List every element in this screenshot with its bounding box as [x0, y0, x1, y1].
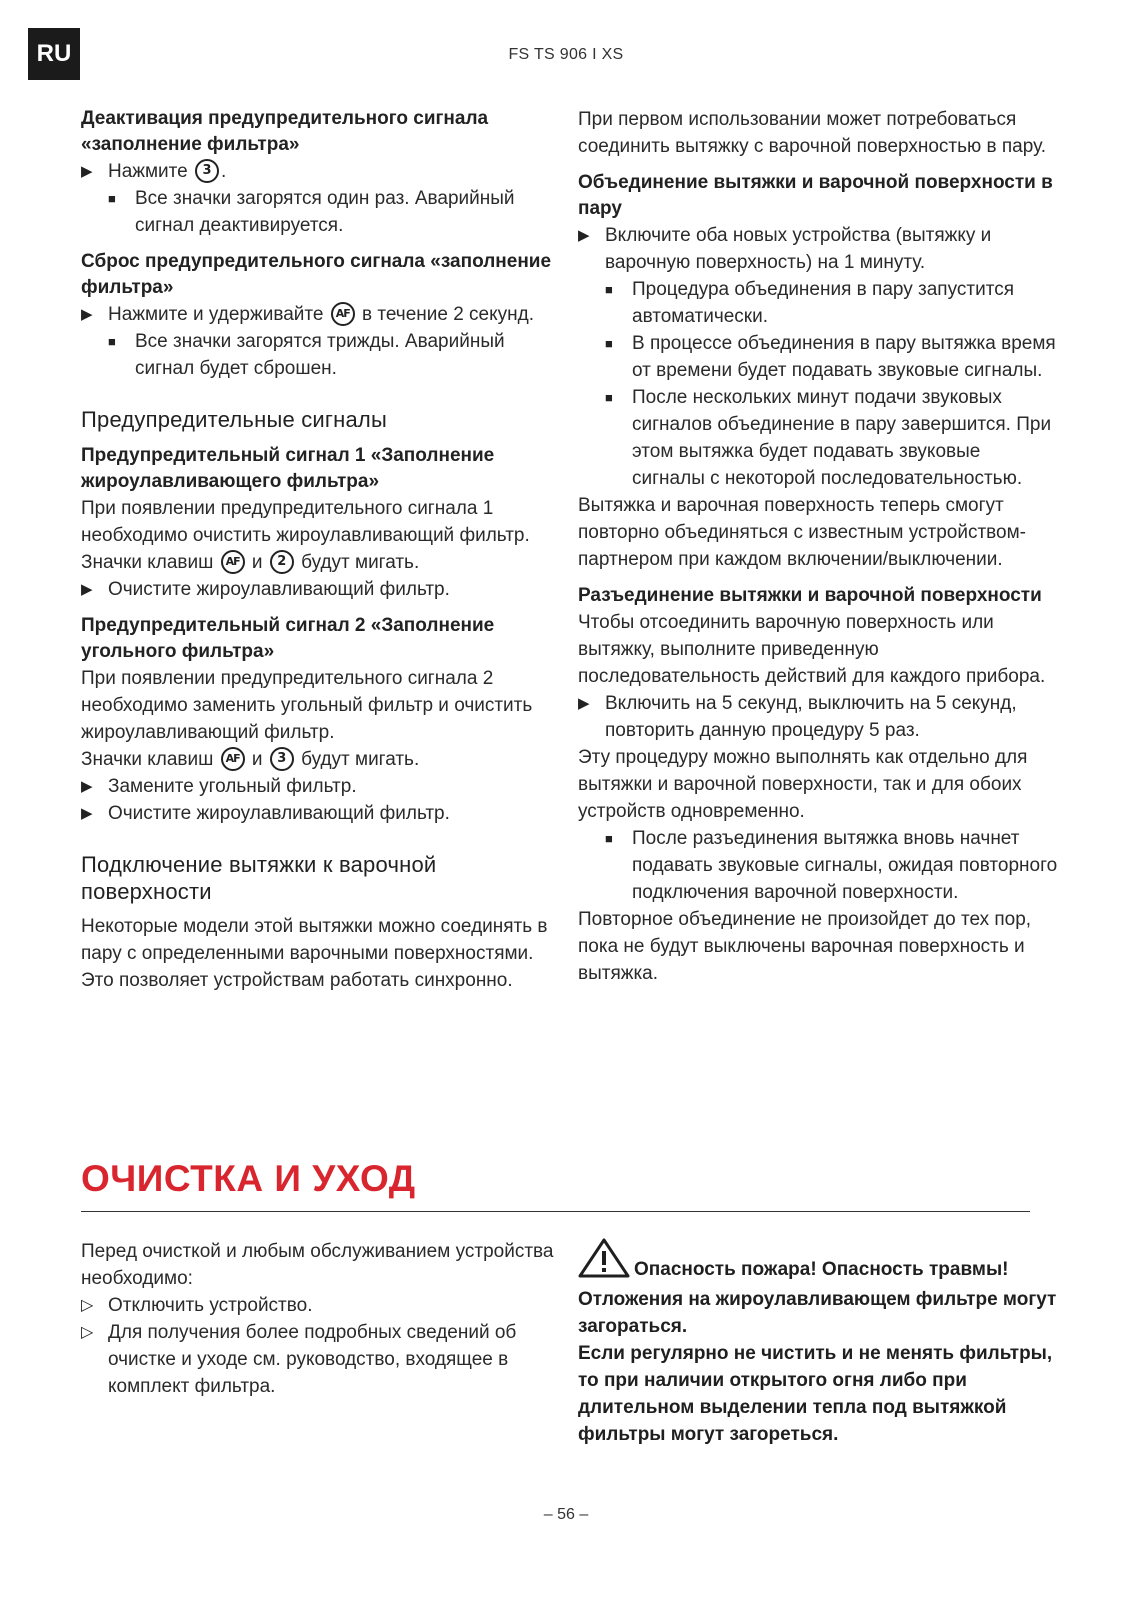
left-column: [81, 106, 556, 994]
hollow-triangle-icon: ▷: [81, 1324, 94, 1341]
heading-reset: Сброс предупредительного сигнала «заполнение фильтра»: [81, 251, 552, 298]
unpairing-text-2: Эту процедуру можно выполнять как отдельно для вытяжки и варочной поверхности, так и для обоих устройств одновременно.: [578, 747, 1028, 822]
step-replace-carbon-filter: ▶ Замените угольный фильтр.: [81, 773, 556, 800]
unpairing-text: Чтобы отсоединить варочную поверхность или вытяжку, выполните приведенную последовательность действий для каждого прибора.: [578, 612, 1046, 687]
heading-connect-hob: Подключение вытяжки к варочной поверхности: [81, 852, 437, 904]
pairing-after: Вытяжка и варочная поверхность теперь смогут повторно объединяться с известным устройством-партнером при каждом включении/выключении.: [578, 495, 1027, 570]
square-bullet-icon: ■: [605, 390, 613, 405]
heading-warning-signals: Предупредительные сигналы: [81, 407, 387, 432]
key-3-icon: 3: [195, 159, 219, 183]
result-deactivated: ■ Все значки загорятся один раз. Аварийный сигнал деактивируется.: [81, 185, 556, 239]
warning-heading: Опасность пожара! Опасность травмы!: [578, 1238, 1058, 1286]
cleaning-item-2: ▷ Для получения более подробных сведений об очистке и уходе см. руководство, входящее в комплект фильтра.: [81, 1319, 556, 1400]
key-3-icon: 3: [270, 747, 294, 771]
right-column: [578, 106, 1058, 987]
warning-line-2: Если регулярно не чистить и не менять фильтры, то при наличии открытого огня либо при длительном выделении тепла под вытяжкой фильтры могут загореться.: [578, 1343, 1053, 1445]
warning-2-keys: Значки клавиш AF и 3 будут мигать.: [81, 749, 420, 770]
square-bullet-icon: ■: [605, 282, 613, 297]
heading-deactivation: Деактивация предупредительного сигнала «заполнение фильтра»: [81, 108, 489, 155]
arrow-right-icon: ▶: [578, 227, 590, 244]
square-bullet-icon: ■: [605, 336, 613, 351]
section-title-cleaning: ОЧИСТКА И УХОД: [81, 1158, 416, 1199]
cleaning-item-1: ▷ Отключить устройство.: [81, 1292, 556, 1319]
heading-pairing: Объединение вытяжки и варочной поверхности в пару: [578, 172, 1053, 219]
warning-triangle-icon: [578, 1238, 630, 1286]
warning-1-text: При появлении предупредительного сигнала 1 необходимо очистить жироулавливающий фильтр.: [81, 498, 530, 546]
arrow-right-icon: ▶: [81, 581, 93, 598]
cleaning-warning: [578, 1238, 1058, 1448]
square-bullet-icon: ■: [108, 191, 116, 206]
key-af-icon: AF: [221, 550, 245, 574]
arrow-right-icon: ▶: [81, 163, 93, 180]
heading-unpairing: Разъединение вытяжки и варочной поверхности: [578, 585, 1042, 606]
step-press-3: ▶ Нажмите 3 .: [81, 158, 556, 185]
result-unpairing: ■ После разъединения вытяжка вновь начнет подавать звуковые сигналы, ожидая повторного подключения варочной поверхности.: [578, 825, 1058, 906]
step-switch-on-both: ▶ Включите оба новых устройства (вытяжку и варочную поверхность) на 1 минуту.: [578, 222, 1058, 276]
arrow-right-icon: ▶: [81, 306, 93, 323]
warning-line-1: Отложения на жироулавливающем фильтре могут загораться.: [578, 1289, 1057, 1337]
key-af-icon: AF: [331, 302, 355, 326]
page-number: – 56 –: [543, 1506, 589, 1523]
connect-text: Некоторые модели этой вытяжки можно соединять в пару с определенными варочными поверхностями. Это позволяет устройствам работать синхронно.: [81, 916, 548, 991]
step-hold-af: ▶ Нажмите и удерживайте AF в течение 2 секунд.: [81, 301, 556, 328]
result-pairing-3: ■ После нескольких минут подачи звуковых сигналов объединение в пару завершится. При этом вытяжка будет подавать звуковые сигналы с некоторой последовательностью.: [578, 384, 1058, 492]
result-pairing-1: ■ Процедура объединения в пару запустится автоматически.: [578, 276, 1058, 330]
arrow-right-icon: ▶: [81, 778, 93, 795]
arrow-right-icon: ▶: [81, 805, 93, 822]
step-on-off-5-times: ▶ Включить на 5 секунд, выключить на 5 секунд, повторить данную процедуру 5 раз.: [578, 690, 1058, 744]
heading-warning-2: Предупредительный сигнал 2 «Заполнение угольного фильтра»: [81, 615, 495, 662]
square-bullet-icon: ■: [108, 334, 116, 349]
arrow-right-icon: ▶: [578, 695, 590, 712]
result-reset: ■ Все значки загорятся трижды. Аварийный сигнал будет сброшен.: [81, 328, 556, 382]
cleaning-intro: Перед очисткой и любым обслуживанием устройства необходимо:: [81, 1241, 554, 1289]
hollow-triangle-icon: ▷: [81, 1297, 94, 1314]
pairing-intro: При первом использовании может потребоваться соединить вытяжку с варочной поверхностью в пару.: [578, 109, 1046, 157]
unpairing-end: Повторное объединение не произойдет до тех пор, пока не будут выключены варочная поверхность и вытяжка.: [578, 909, 1032, 984]
result-pairing-2: ■ В процессе объединения в пару вытяжка время от времени будет подавать звуковые сигналы.: [578, 330, 1058, 384]
warning-1-keys: Значки клавиш AF и 2 будут мигать.: [81, 552, 420, 573]
step-clean-grease-filter-2: ▶ Очистите жироулавливающий фильтр.: [81, 800, 556, 827]
cleaning-left: [81, 1238, 556, 1400]
square-bullet-icon: ■: [605, 831, 613, 846]
key-2-icon: 2: [270, 550, 294, 574]
model-number: FS TS 906 I XS: [508, 46, 624, 63]
section-divider: [81, 1211, 1030, 1212]
language-badge: RU: [28, 28, 80, 80]
heading-warning-1: Предупредительный сигнал 1 «Заполнение жироулавливающего фильтра»: [81, 445, 495, 492]
key-af-icon: AF: [221, 747, 245, 771]
warning-2-text: При появлении предупредительного сигнала 2 необходимо заменить угольный фильтр и очистить жироулавливающий фильтр.: [81, 668, 533, 743]
step-clean-grease-filter: ▶ Очистите жироулавливающий фильтр.: [81, 576, 556, 603]
